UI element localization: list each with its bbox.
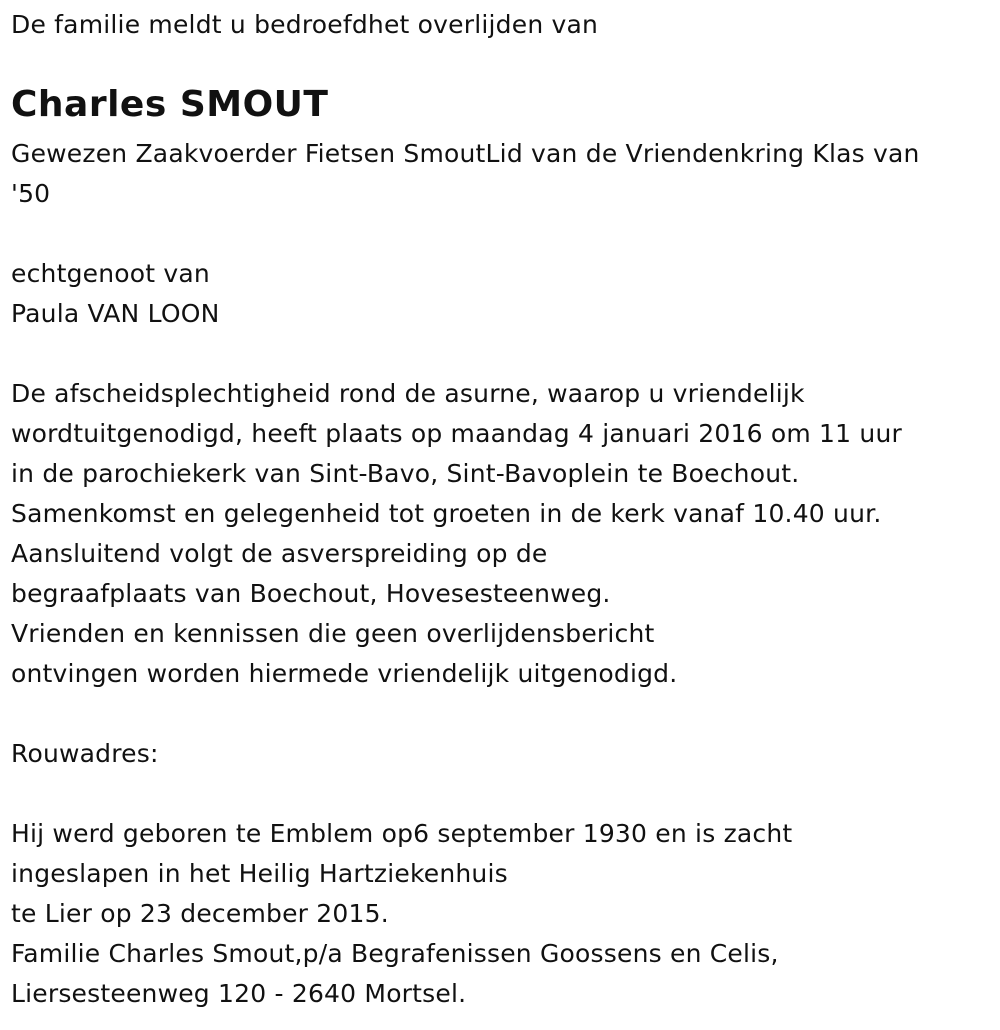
ceremony-line: in de parochiekerk van Sint-Bavo, Sint-Bavoplein te Boechout.	[11, 459, 800, 488]
deceased-name: Charles SMOUT	[11, 84, 329, 125]
birth-block	[11, 814, 792, 1014]
title-line: '50	[11, 179, 51, 208]
family-line: Familie Charles Smout,p/a Begrafenissen Goossens en Celis,	[11, 939, 779, 968]
title-line: Gewezen Zaakvoerder Fietsen SmoutLid van de Vriendenkring Klas van	[11, 139, 920, 168]
ceremony-line: Vrienden en kennissen die geen overlijdensbericht	[11, 619, 655, 648]
birth-line: te Lier op 23 december 2015.	[11, 899, 389, 928]
address-label: Rouwadres:	[11, 739, 159, 768]
deceased-title-block	[11, 134, 920, 214]
intro-text: De familie meldt u bedroefdhet overlijden van	[11, 10, 599, 39]
family-address-line: Liersesteenweg 120 - 2640 Mortsel.	[11, 979, 467, 1008]
address-block	[11, 734, 159, 774]
birth-line: ingeslapen in het Heilig Hartziekenhuis	[11, 859, 508, 888]
spouse-block	[11, 254, 219, 334]
spouse-label: echtgenoot van	[11, 259, 210, 288]
ceremony-line: Samenkomst en gelegenheid tot groeten in de kerk vanaf 10.40 uur.	[11, 499, 882, 528]
ceremony-line: begraafplaats van Boechout, Hovesesteenweg.	[11, 579, 611, 608]
ceremony-block	[11, 374, 902, 694]
spouse-name: Paula VAN LOON	[11, 299, 220, 328]
ceremony-line: Aansluitend volgt de asverspreiding op de	[11, 539, 548, 568]
birth-line: Hij werd geboren te Emblem op6 september 1930 en is zacht	[11, 819, 793, 848]
ceremony-line: De afscheidsplechtigheid rond de asurne, waarop u vriendelijk	[11, 379, 805, 408]
ceremony-line: wordtuitgenodigd, heeft plaats op maandag 4 januari 2016 om 11 uur	[11, 419, 902, 448]
ceremony-line: ontvingen worden hiermede vriendelijk uitgenodigd.	[11, 659, 678, 688]
